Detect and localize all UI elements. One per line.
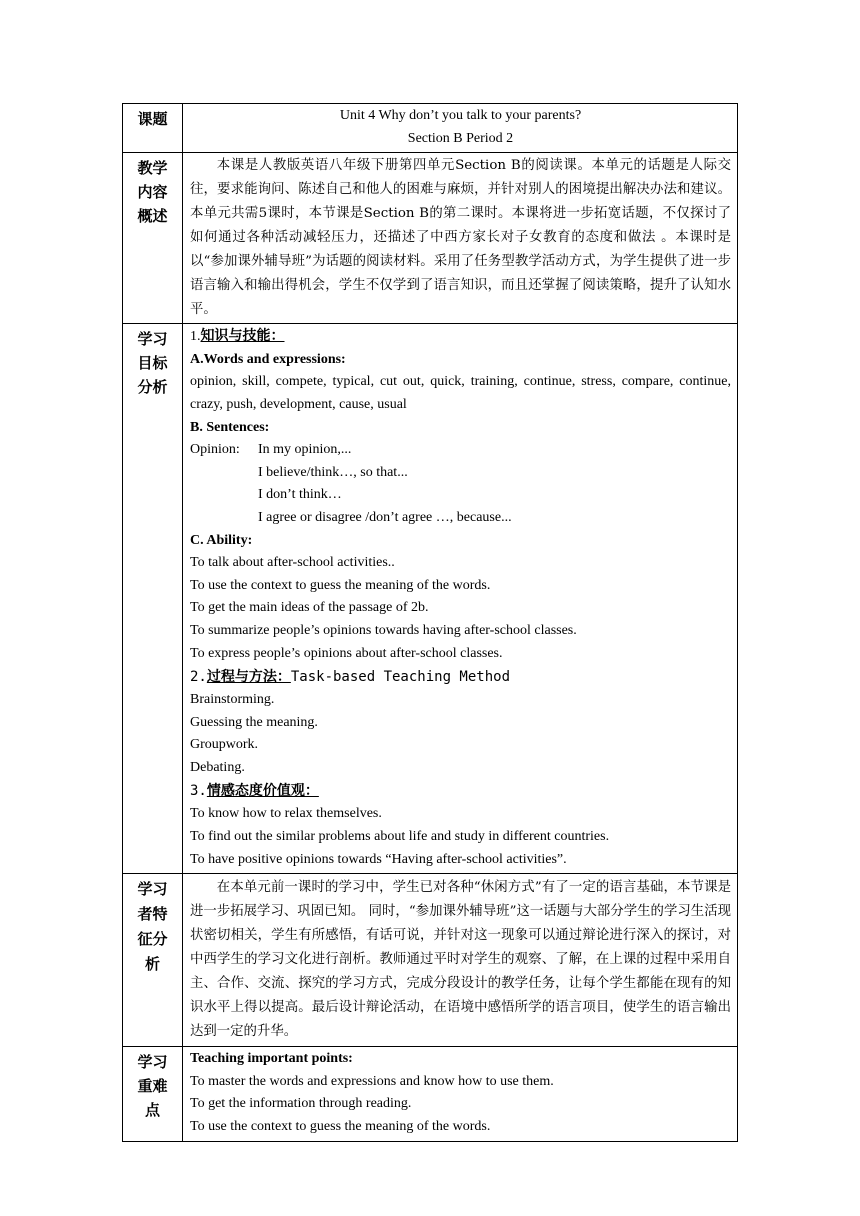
method-item: Brainstorming. xyxy=(190,692,275,708)
label-topic: 课题 xyxy=(123,104,183,153)
row-topic xyxy=(123,104,738,153)
keypoint-item: To use the context to guess the meaning of the words. xyxy=(190,1119,491,1135)
row-learners xyxy=(123,874,738,1047)
label-overview: 教学 内容 概述 xyxy=(123,153,183,324)
overview-text: 本课是人教版英语八年级下册第四单元Section B的阅读课。本单元的话题是人际交往，要求能询问、陈述自己和他人的困难与麻烦，并针对别人的困境提出解决办法和建议。本单元共需5课时，本节课是Section B的第二课时。本课将进一步拓宽话题，不仅探讨了如何通过各种活动减轻压力，还描述了中西方家长对子女教育的态度和做法 。本课时是以“参加课外辅导班”为话题的阅读材料。采用了任务型教学活动方式，为学生提供了进一步语言输入和输出得机会，学生不仅学到了语言知识，而且还掌握了阅读策略，提升了认知水平。 xyxy=(190,158,731,318)
method-item: Guessing the meaning. xyxy=(190,714,318,730)
sentences-title: B. Sentences: xyxy=(190,419,270,435)
keypoints-content xyxy=(183,1047,738,1141)
value-item: To have positive opinions towards “Having after-school activities”. xyxy=(190,851,567,867)
ability-item: To get the main ideas of the passage of 2b. xyxy=(190,600,429,616)
ability-title: C. Ability: xyxy=(190,532,253,548)
section-process-heading: 2.过程与方法：Task-based Teaching Method xyxy=(190,669,511,686)
label-objectives: 学习 目标 分析 xyxy=(123,324,183,874)
section-values-heading: 3.情感态度价值观： xyxy=(190,783,319,800)
row-keypoints xyxy=(123,1047,738,1141)
label-keypoints: 学习 重难 点 xyxy=(123,1047,183,1141)
sentence-item: I believe/think…, so that... xyxy=(258,464,408,480)
sentence-item: I don’t think… xyxy=(258,487,342,503)
row-objectives xyxy=(123,324,738,874)
ability-item: To summarize people’s opinions towards having after-school classes. xyxy=(190,622,577,638)
title-line-2: Section B Period 2 xyxy=(407,130,514,146)
row-overview xyxy=(123,153,738,324)
method-item: Groupwork. xyxy=(190,737,259,753)
opinion-label: Opinion: xyxy=(190,442,240,458)
sentence-item: Opinion: In my opinion,... xyxy=(190,439,731,462)
lesson-title xyxy=(183,104,738,153)
value-item: To find out the similar problems about life and study in different countries. xyxy=(190,829,610,845)
section-knowledge-heading: 1.知识与技能： xyxy=(190,328,285,345)
sentence-item: I agree or disagree /don’t agree …, because... xyxy=(258,509,512,525)
ability-item: To use the context to guess the meaning of the words. xyxy=(190,577,491,593)
ability-item: To express people’s opinions about after-school classes. xyxy=(190,645,503,661)
keypoints-title: Teaching important points: xyxy=(190,1051,353,1067)
overview-content xyxy=(183,153,738,324)
ability-item: To talk about after-school activities.. xyxy=(190,555,395,571)
keypoint-item: To master the words and expressions and know how to use them. xyxy=(190,1073,554,1089)
title-line-1: Unit 4 Why don’t you talk to your parents? xyxy=(339,108,582,123)
words-list: opinion, skill, compete, typical, cut out, quick, training, continue, stress, compare, continue, crazy, push, development, cause, usual xyxy=(190,374,731,412)
words-title: A.Words and expressions: xyxy=(190,351,346,367)
value-item: To know how to relax themselves. xyxy=(190,806,382,822)
lesson-plan-table xyxy=(122,103,738,1142)
learners-content xyxy=(183,874,738,1047)
learners-text: 在本单元前一课时的学习中，学生已对各种“休闲方式”有了一定的语言基础，本节课是进一步拓展学习、巩固已知。 同时，“参加课外辅导班”这一话题与大部分学生的学习生活现状密切相关，学生有所感悟，有话可说，并针对这一现象可以通过辩论进行深入的探讨，对中西学生的学习文化进行剖析。教师通过平时对学生的观察、了解，在上课的过程中采用自主、合作、交流、探究的学习方式，完成分段设计的教学任务，让每个学生都能在现有的知识水平上得以提高。最后设计辩论活动，在语境中感悟所学的语言项目，使学生的语言输出达到一定的升华。 xyxy=(190,880,731,1040)
method-item: Debating. xyxy=(190,759,245,775)
objectives-content xyxy=(183,324,738,874)
label-learners: 学习 者特 征分 析 xyxy=(123,874,183,1047)
keypoint-item: To get the information through reading. xyxy=(190,1096,412,1112)
